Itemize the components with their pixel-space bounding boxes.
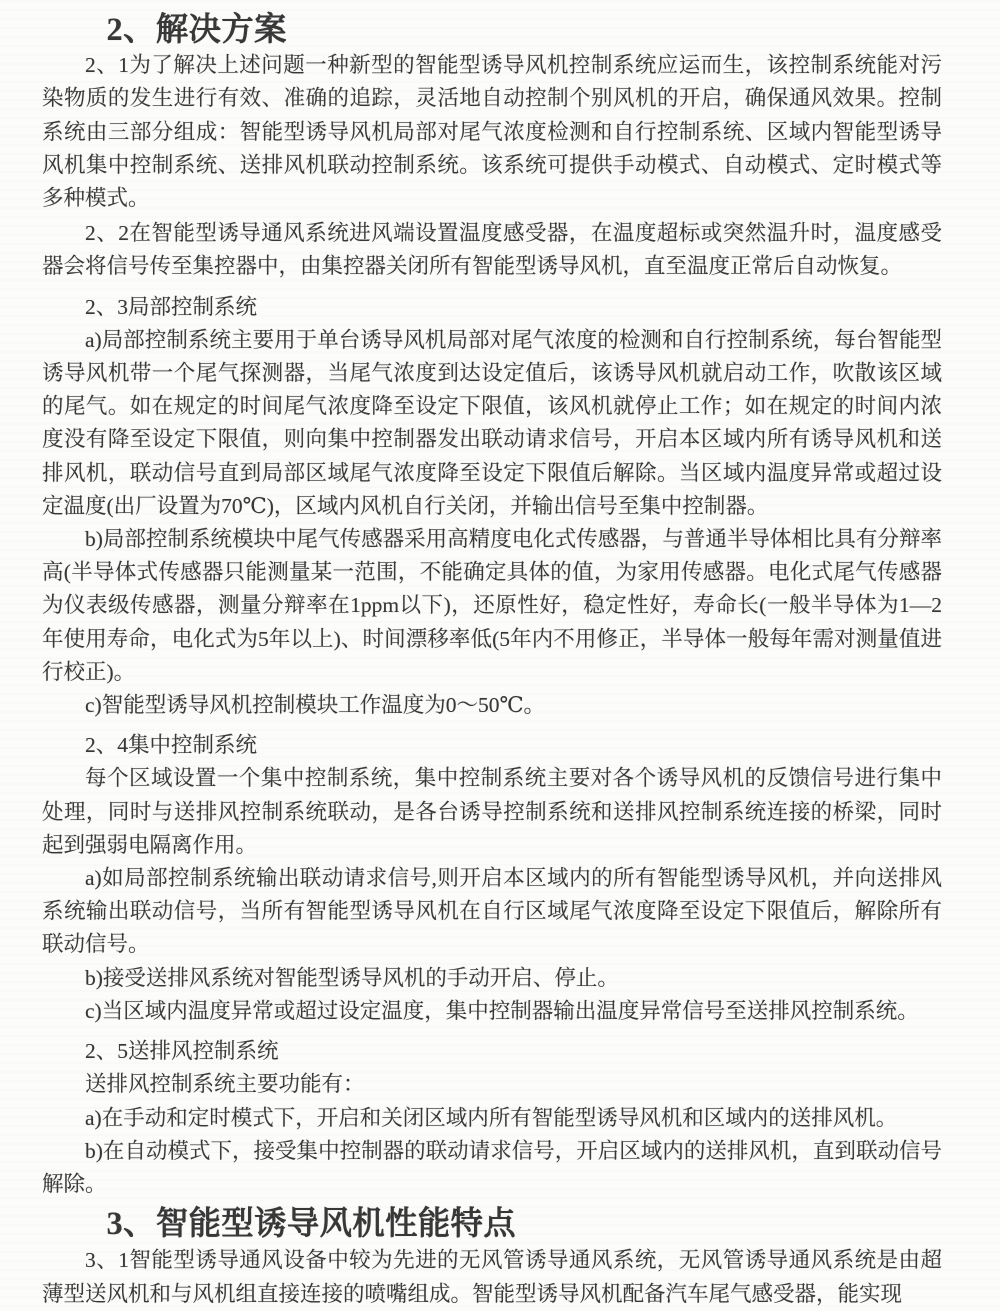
paragraph-2-1: 2、1为了解决上述问题一种新型的智能型诱导风机控制系统应运而生，该控制系统能对污染物质的发生进行有效、准确的追踪，灵活地自动控制个别风机的开启，确保通风效果。控制系统由三部分组成：智能型诱导风机局部对尾气浓度检测和自行控制系统、区域内智能型诱导风机集中控制系统、送排风机联动控制系统。该系统可提供手动模式、自动模式、定时模式等多种模式。: [42, 53, 942, 211]
section-heading-solution: 2、解决方案: [106, 11, 287, 47]
paragraph-2-3-b: b)局部控制系统模块中尾气传感器采用高精度电化式传感器，与普通半导体相比具有分辩率高(半导体式传感器只能测量某一范围，不能确定具体的值，为家用传感器。电化式尾气传感器为仪表级传感器，测量分辩率在1ppm以下)，还原性好，稳定性好，寿命长(一般半导体为1—2年使用寿命，电化式为5年以上)、时间漂移率低(5年内不用修正，半导体一般每年需对测量值进行校正)。: [42, 527, 942, 684]
paragraph-2-3-a: a)局部控制系统主要用于单台诱导风机局部对尾气浓度的检测和自行控制系统，每台智能型诱导风机带一个尾气探测器，当尾气浓度到达设定值后，该诱导风机就启动工作，吹散该区域的尾气。如在规定的时间尾气浓度降至设定下限值，该风机就停止工作；如在规定的时间内浓度没有降至设定下限值，则向集中控制器发出联动请求信号，开启本区域内所有诱导风机和送排风机，联动信号直到局部区域尾气浓度降至设定下限值后解除。当区域内温度异常或超过设定温度(出厂设置为70℃)，区域内风机自行关闭，并输出信号至集中控制器。: [42, 327, 942, 518]
paragraph-2-5-a: a)在手动和定时模式下，开启和关闭区域内所有智能型诱导风机和区域内的送排风机。: [85, 1105, 898, 1130]
paragraph-2-2: 2、2在智能型诱导通风系统进风端设置温度感受器，在温度超标或突然温升时，温度感受器会将信号传至集控器中，由集控器关闭所有智能型诱导风机，直至温度正常后自动恢复。: [42, 221, 942, 279]
paragraph-3-1: 3、1智能型诱导通风设备中较为先进的无风管诱导通风系统，无风管诱导通风系统是由超薄型送风机和与风机组直接连接的喷嘴组成。智能型诱导风机配备汽车尾气感受器，能实现: [42, 1248, 942, 1306]
section-heading-fan-features: 3、智能型诱导风机性能特点: [106, 1205, 517, 1242]
subsection-title-2-5: 2、5送排风控制系统: [85, 1039, 279, 1064]
paragraph-2-4-c: c)当区域内温度异常或超过设定温度，集中控制器输出温度异常信号至送排风控制系统。: [85, 998, 919, 1023]
subsection-title-2-4: 2、4集中控制系统: [85, 733, 258, 758]
paragraph-2-4-a: a)如局部控制系统输出联动请求信号,则开启本区域内的所有智能型诱导风机，并向送排风系统输出联动信号，当所有智能型诱导风机在自行区域尾气浓度降至设定下限值后，解除所有联动信号。: [42, 866, 942, 957]
paragraph-2-4-b: b)接受送排风系统对智能型诱导风机的手动开启、停止。: [85, 965, 619, 990]
paragraph-2-4-intro: 每个区域设置一个集中控制系统，集中控制系统主要对各个诱导风机的反馈信号进行集中处理，同时与送排风控制系统联动，是各台诱导控制系统和送排风控制系统连接的桥梁，同时起到强弱电隔离作用。: [42, 766, 942, 857]
paragraph-2-5-b: b)在自动模式下，接受集中控制器的联动请求信号，开启区域内的送排风机，直到联动信号解除。: [42, 1138, 942, 1196]
subsection-title-2-3: 2、3局部控制系统: [85, 294, 258, 319]
paragraph-2-5-intro: 送排风控制系统主要功能有：: [85, 1072, 365, 1097]
paragraph-2-3-c: c)智能型诱导风机控制模块工作温度为0～50℃。: [85, 693, 546, 718]
